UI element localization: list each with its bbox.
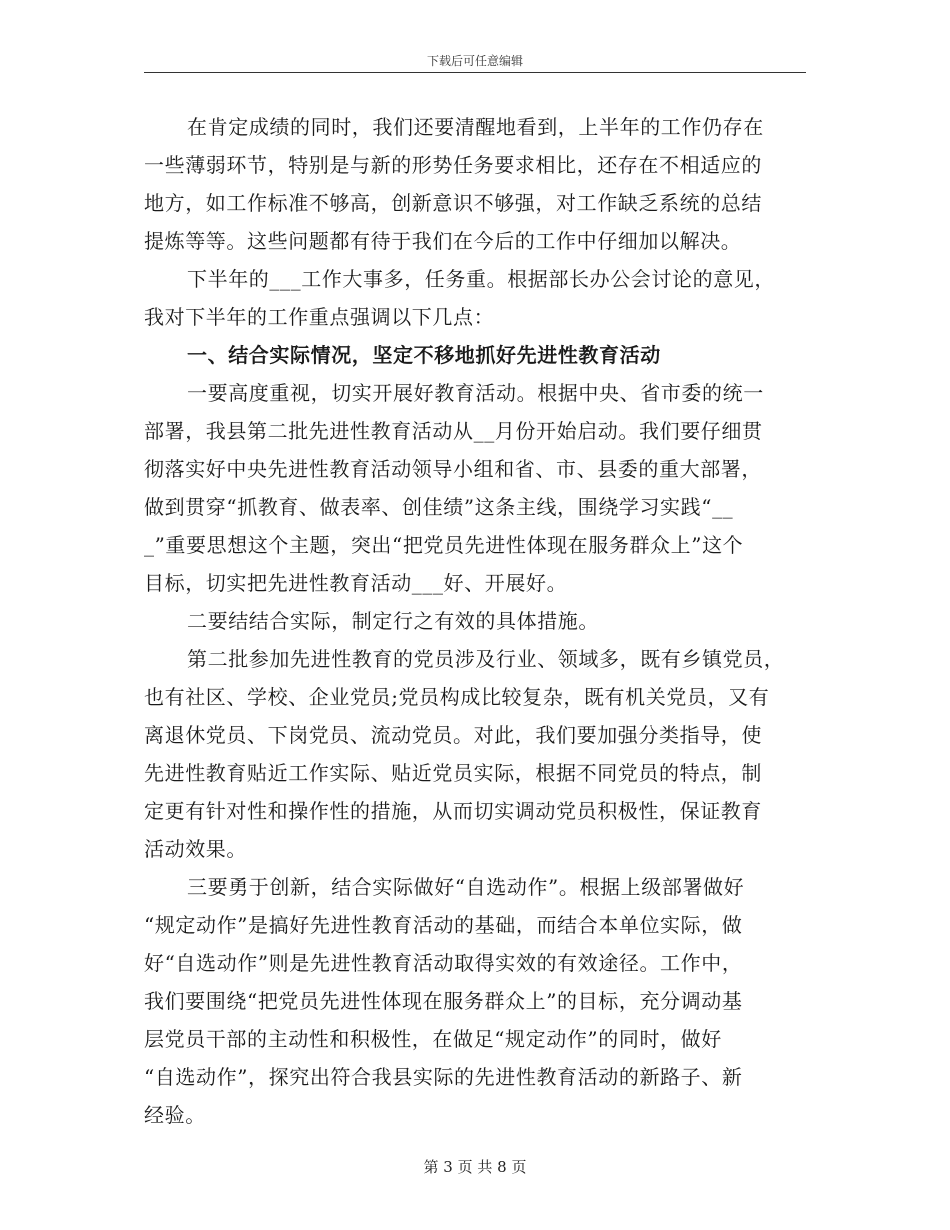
paragraph-line: 活动效果。 <box>144 837 247 861</box>
paragraph-line: 下半年的___工作大事多，任务重。根据部长办公会讨论的意见， <box>187 267 775 291</box>
paragraph-line: 先进性教育贴近工作实际、贴近党员实际，根据不同党员的特点，制 <box>144 761 762 785</box>
paragraph-line: 在肯定成绩的同时，我们还要清醒地看到，上半年的工作仍存在 <box>187 115 764 139</box>
paragraph-line: 也有社区、学校、企业党员;党员构成比较复杂，既有机关党员，又有 <box>144 685 770 709</box>
paragraph-line: 第二批参加先进性教育的党员涉及行业、领域多，既有乡镇党员， <box>187 647 785 671</box>
paragraph-line: 好“自选动作”则是先进性教育活动取得实效的有效途径。工作中， <box>144 951 743 975</box>
paragraph-line: 目标，切实把先进性教育活动___好、开展好。 <box>144 571 568 595</box>
paragraph-line: “规定动作”是搞好先进性教育活动的基础，而结合本单位实际，做 <box>144 913 743 937</box>
paragraph-line: _”重要思想这个主题，突出“把党员先进性体现在服务群众上”这个 <box>144 533 744 557</box>
paragraph-line: 离退休党员、下岗党员、流动党员。对此，我们要加强分类指导，使 <box>144 723 762 747</box>
section-heading: 一、结合实际情况，坚定不移地抓好先进性教育活动 <box>187 343 661 367</box>
paragraph-line: 我对下半年的工作重点强调以下几点： <box>144 305 495 329</box>
paragraph-line: 一些薄弱环节，特别是与新的形势任务要求相比，还存在不相适应的 <box>144 153 762 177</box>
paragraph-line: 我们要围绕“把党员先进性体现在服务群众上”的目标，充分调动基 <box>144 989 743 1013</box>
paragraph-line: 三要勇于创新，结合实际做好“自选动作”。根据上级部署做好 <box>187 875 745 899</box>
paragraph-line: 二要结结合实际，制定行之有效的具体措施。 <box>187 609 599 633</box>
paragraph-line: 做到贯穿“抓教育、做表率、创佳绩”这条主线，围绕学习实践“__ <box>144 495 734 519</box>
page-header: 下载后可任意编辑 <box>426 54 523 68</box>
paragraph-line: 经验。 <box>144 1103 206 1127</box>
paragraph-line: 层党员干部的主动性和积极性，在做足“规定动作”的同时，做好 <box>144 1027 722 1051</box>
paragraph-line: 部署，我县第二批先进性教育活动从__月份开始启动。我们要仔细贯 <box>144 419 763 443</box>
paragraph-line: 彻落实好中央先进性教育活动领导小组和省、市、县委的重大部署， <box>144 457 762 481</box>
paragraph-line: 定更有针对性和操作性的措施，从而切实调动党员积极性，保证教育 <box>144 799 762 823</box>
paragraph-line: 地方，如工作标准不够高，创新意识不够强，对工作缺乏系统的总结 <box>144 191 762 215</box>
paragraph-line: “自选动作”，探究出符合我县实际的先进性教育活动的新路子、新 <box>144 1065 743 1089</box>
paragraph-line: 一要高度重视，切实开展好教育活动。根据中央、省市委的统一 <box>187 381 764 405</box>
document-body <box>144 108 806 1134</box>
paragraph-line: 提炼等等。这些问题都有待于我们在今后的工作中仔细加以解决。 <box>144 229 742 253</box>
header-divider <box>144 72 806 73</box>
page-number: 第 3 页 共 8 页 <box>423 1158 527 1176</box>
